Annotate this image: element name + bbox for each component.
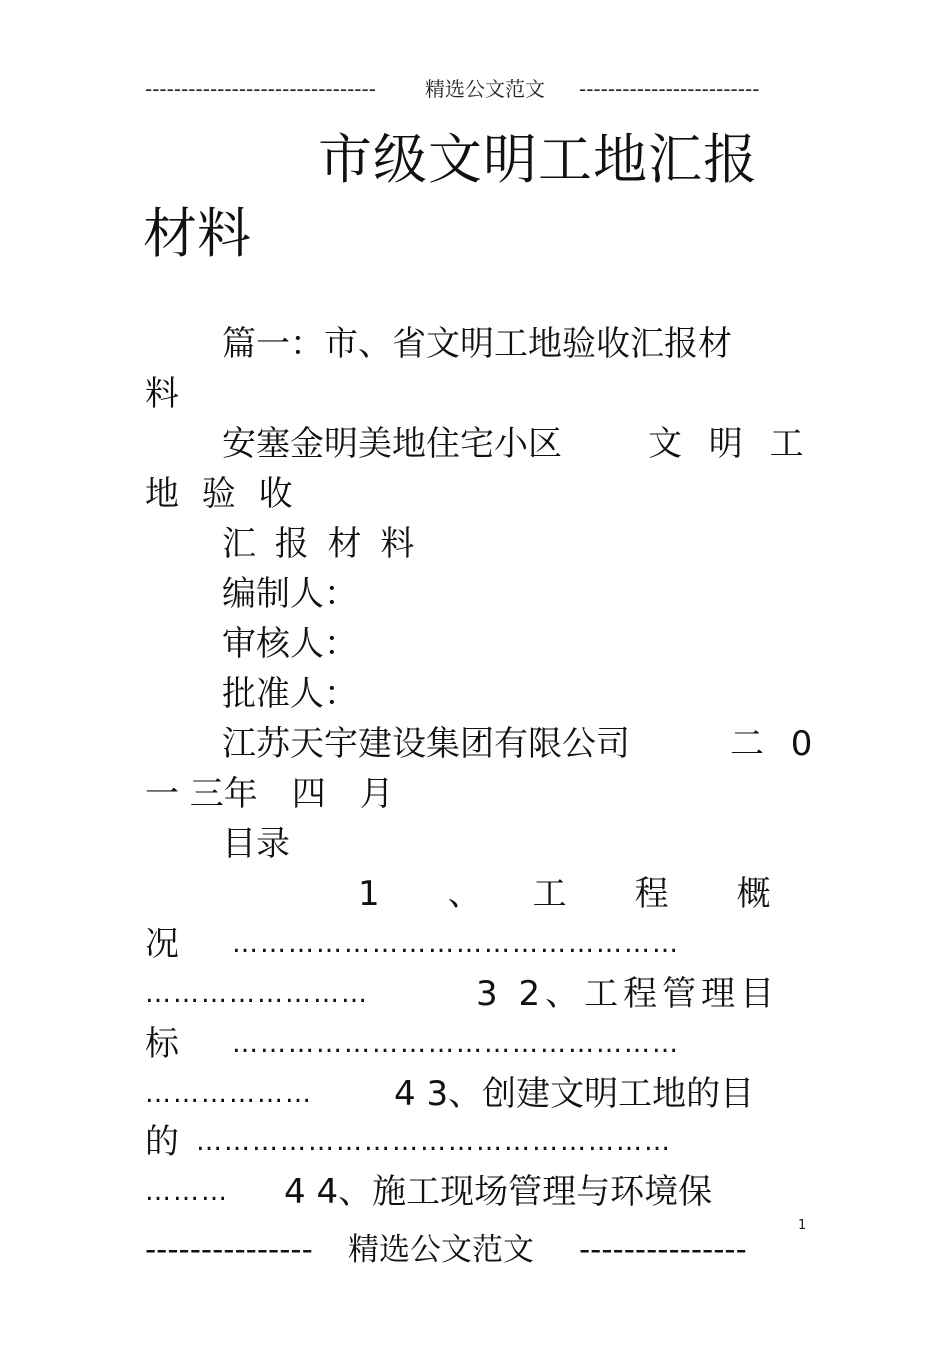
compiler-label: 编制人： bbox=[222, 574, 358, 614]
date-line: 一 三年 四 月 bbox=[145, 774, 394, 814]
toc-line: 标 bbox=[145, 1024, 179, 1064]
body-line: 料 bbox=[145, 374, 179, 414]
body-line: 地 验 收 bbox=[145, 474, 299, 514]
toc-line: 的 bbox=[145, 1122, 179, 1162]
body-line: 文 明 工 bbox=[648, 424, 812, 464]
header-dashes-left: -------------------------------- bbox=[145, 77, 376, 101]
header-title: 精选公文范文 bbox=[425, 77, 545, 101]
body-line: 汇 报 材 料 bbox=[222, 524, 419, 564]
body-line: 篇一：市、省文明工地验收汇报材 bbox=[222, 324, 732, 364]
document-title-line1: 市级文明工地汇报 bbox=[318, 128, 758, 191]
toc-line: 3 2、工程管理目 bbox=[476, 974, 780, 1014]
toc-leader: …………………………………………… bbox=[196, 1127, 672, 1157]
footer-dashes-right: --------------- bbox=[579, 1232, 747, 1268]
body-line: 安塞金明美地住宅小区 bbox=[222, 424, 562, 464]
toc-line: 4 3、创建文明工地的目 bbox=[394, 1074, 755, 1114]
approver-label: 批准人： bbox=[222, 674, 358, 714]
toc-line: 4 4、施工现场管理与环境保 bbox=[284, 1172, 713, 1212]
toc-leader: ………………………………………… bbox=[232, 929, 680, 959]
reviewer-label: 审核人： bbox=[222, 624, 358, 664]
date-part: 二 0 bbox=[730, 724, 821, 764]
toc-leader: ……… bbox=[145, 1177, 229, 1207]
document-title-line2: 材料 bbox=[143, 202, 251, 265]
footer-title: 精选公文范文 bbox=[348, 1232, 534, 1268]
toc-leader: ……………… bbox=[145, 1079, 313, 1109]
toc-leader: ………………………………………… bbox=[232, 1029, 680, 1059]
company-name: 江苏天宇建设集团有限公司 bbox=[222, 724, 630, 764]
header-dashes-right: ------------------------- bbox=[579, 77, 760, 101]
footer-dashes-left: --------------- bbox=[145, 1232, 313, 1268]
toc-leader: …………………… bbox=[145, 979, 369, 1009]
toc-heading: 目录 bbox=[222, 824, 290, 864]
toc-line: 1 、 工 程 概 bbox=[358, 874, 771, 914]
toc-line: 况 bbox=[145, 924, 179, 964]
page-number: 1 bbox=[798, 1218, 807, 1233]
